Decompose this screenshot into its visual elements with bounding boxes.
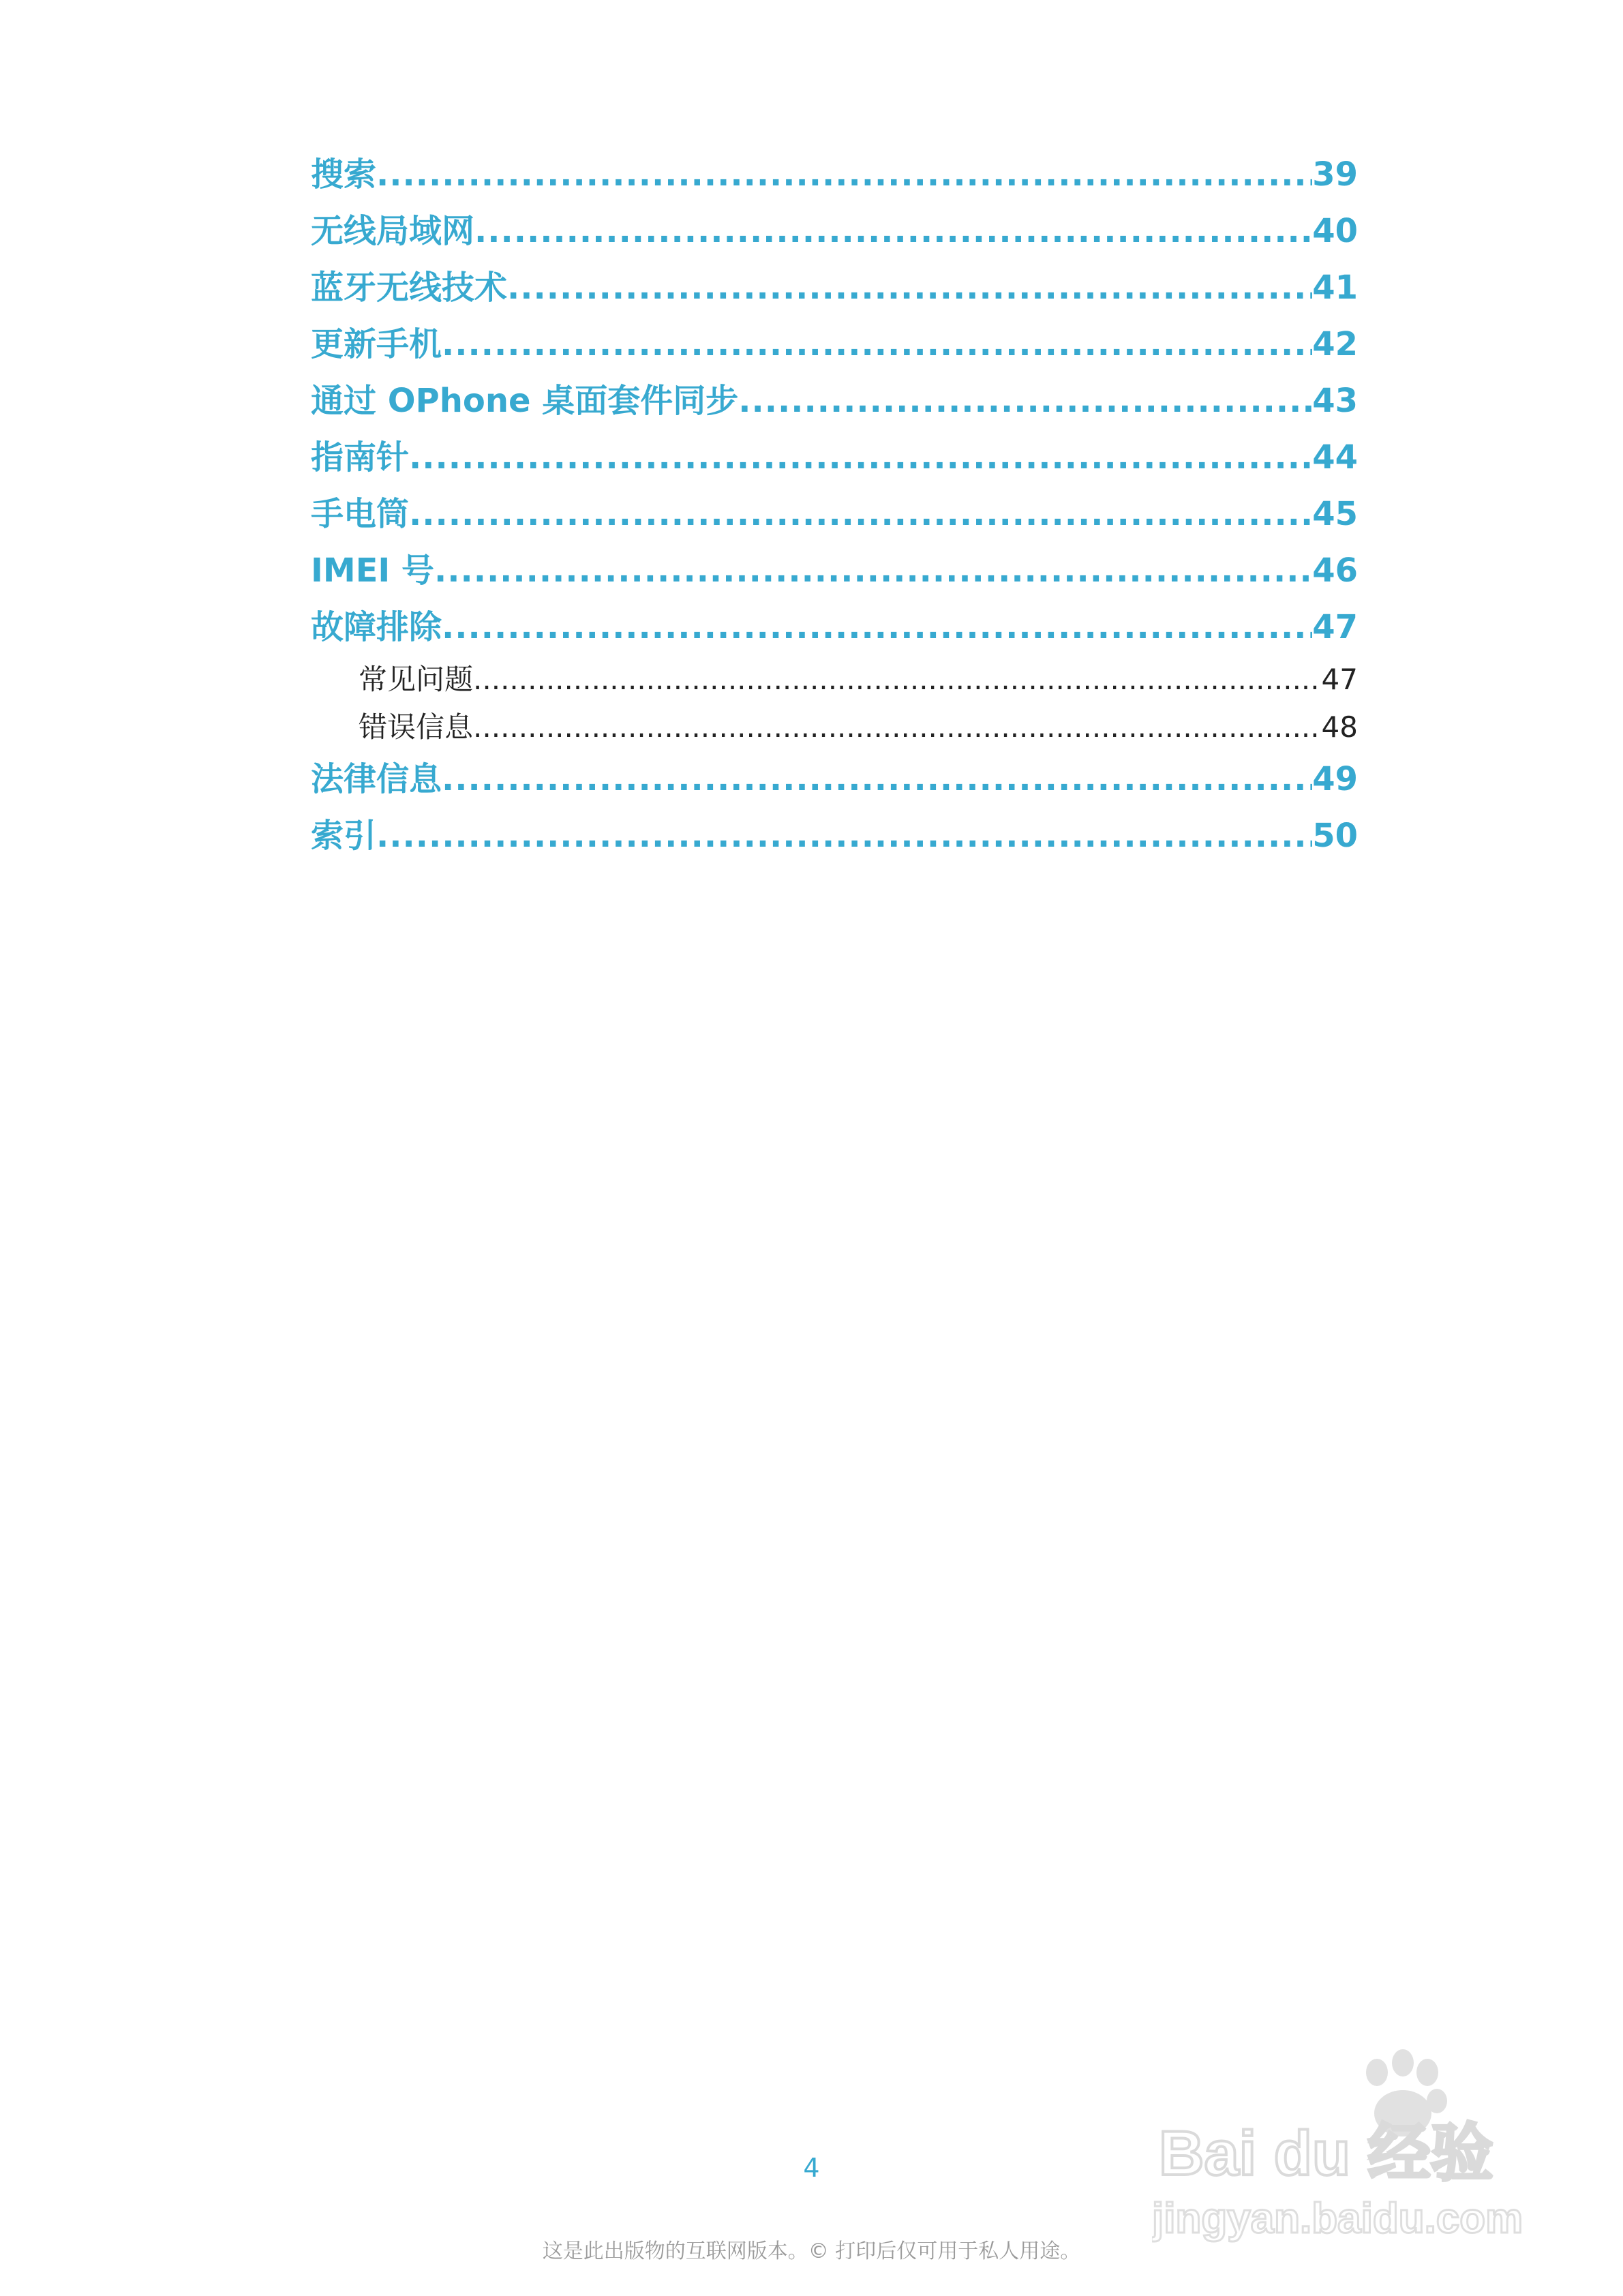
dot-leader bbox=[409, 486, 1312, 543]
toc-entry-page: 41 bbox=[1312, 269, 1358, 307]
toc-entry-label: 故障排除 bbox=[311, 608, 442, 646]
toc-entry-label: 通过 OPhone 桌面套件同步 bbox=[311, 382, 739, 420]
toc-entry-label: 无线局域网 bbox=[311, 212, 475, 250]
dot-leader bbox=[738, 373, 1312, 429]
dot-leader bbox=[442, 599, 1312, 656]
toc-entry-page: 49 bbox=[1312, 760, 1358, 798]
toc-entry-page: 45 bbox=[1312, 495, 1358, 533]
dot-leader bbox=[474, 203, 1312, 260]
toc-entry-page: 46 bbox=[1312, 552, 1358, 590]
toc-entry-page: 47 bbox=[1312, 608, 1358, 646]
dot-leader bbox=[409, 429, 1312, 486]
toc-entry-update-phone[interactable] bbox=[311, 316, 1358, 373]
toc-entry-label: IMEI 号 bbox=[311, 552, 434, 590]
dot-leader bbox=[376, 808, 1312, 864]
dot-leader bbox=[507, 260, 1312, 316]
toc-subentry-faq[interactable] bbox=[311, 656, 1358, 704]
toc-entry-label: 法律信息 bbox=[311, 760, 442, 798]
toc-entry-search[interactable] bbox=[311, 147, 1358, 203]
toc-entry-page: 40 bbox=[1312, 212, 1358, 250]
dot-leader bbox=[473, 656, 1322, 704]
toc-entry-imei[interactable] bbox=[311, 543, 1358, 599]
toc-entry-label: 搜索 bbox=[311, 155, 377, 194]
toc-subentry-error-messages[interactable] bbox=[311, 704, 1358, 751]
toc-entry-label: 更新手机 bbox=[311, 325, 442, 363]
toc-entry-index[interactable] bbox=[311, 808, 1358, 864]
toc-entry-page: 43 bbox=[1312, 382, 1358, 420]
toc-entry-page: 47 bbox=[1321, 663, 1358, 696]
toc-entry-label: 索引 bbox=[311, 817, 377, 855]
toc-entry-ophone-sync[interactable] bbox=[311, 373, 1358, 429]
toc-entry-wlan[interactable] bbox=[311, 203, 1358, 260]
dot-leader bbox=[442, 751, 1312, 808]
dot-leader bbox=[473, 704, 1322, 751]
toc-entry-flashlight[interactable] bbox=[311, 486, 1358, 543]
toc-entry-label: 蓝牙无线技术 bbox=[311, 269, 508, 307]
page-number: 4 bbox=[803, 2153, 820, 2183]
table-of-contents bbox=[311, 147, 1358, 864]
toc-entry-label: 错误信息 bbox=[359, 710, 474, 744]
dot-leader bbox=[376, 147, 1312, 203]
toc-entry-compass[interactable] bbox=[311, 429, 1358, 486]
toc-entry-troubleshooting[interactable] bbox=[311, 599, 1358, 656]
toc-entry-label: 指南针 bbox=[311, 438, 410, 477]
toc-entry-label: 常见问题 bbox=[359, 663, 474, 696]
footer-note: 这是此出版物的互联网版本。© 打印后仅可用于私人用途。 bbox=[542, 2239, 1081, 2263]
toc-entry-bluetooth[interactable] bbox=[311, 260, 1358, 316]
toc-entry-page: 48 bbox=[1321, 710, 1358, 744]
dot-leader bbox=[442, 316, 1312, 373]
toc-entry-page: 50 bbox=[1312, 817, 1358, 855]
baidu-jingyan-watermark bbox=[1152, 2038, 1541, 2243]
toc-entry-page: 42 bbox=[1312, 325, 1358, 363]
toc-entry-legal[interactable] bbox=[311, 751, 1358, 808]
watermark-url-text: jingyan.baidu.com bbox=[1152, 2195, 1523, 2242]
toc-entry-label: 手电筒 bbox=[311, 495, 410, 533]
toc-entry-page: 44 bbox=[1312, 438, 1358, 477]
toc-entry-page: 39 bbox=[1312, 155, 1358, 194]
dot-leader bbox=[434, 543, 1312, 599]
watermark-logo-text: Bai du 经验 bbox=[1159, 2119, 1493, 2188]
